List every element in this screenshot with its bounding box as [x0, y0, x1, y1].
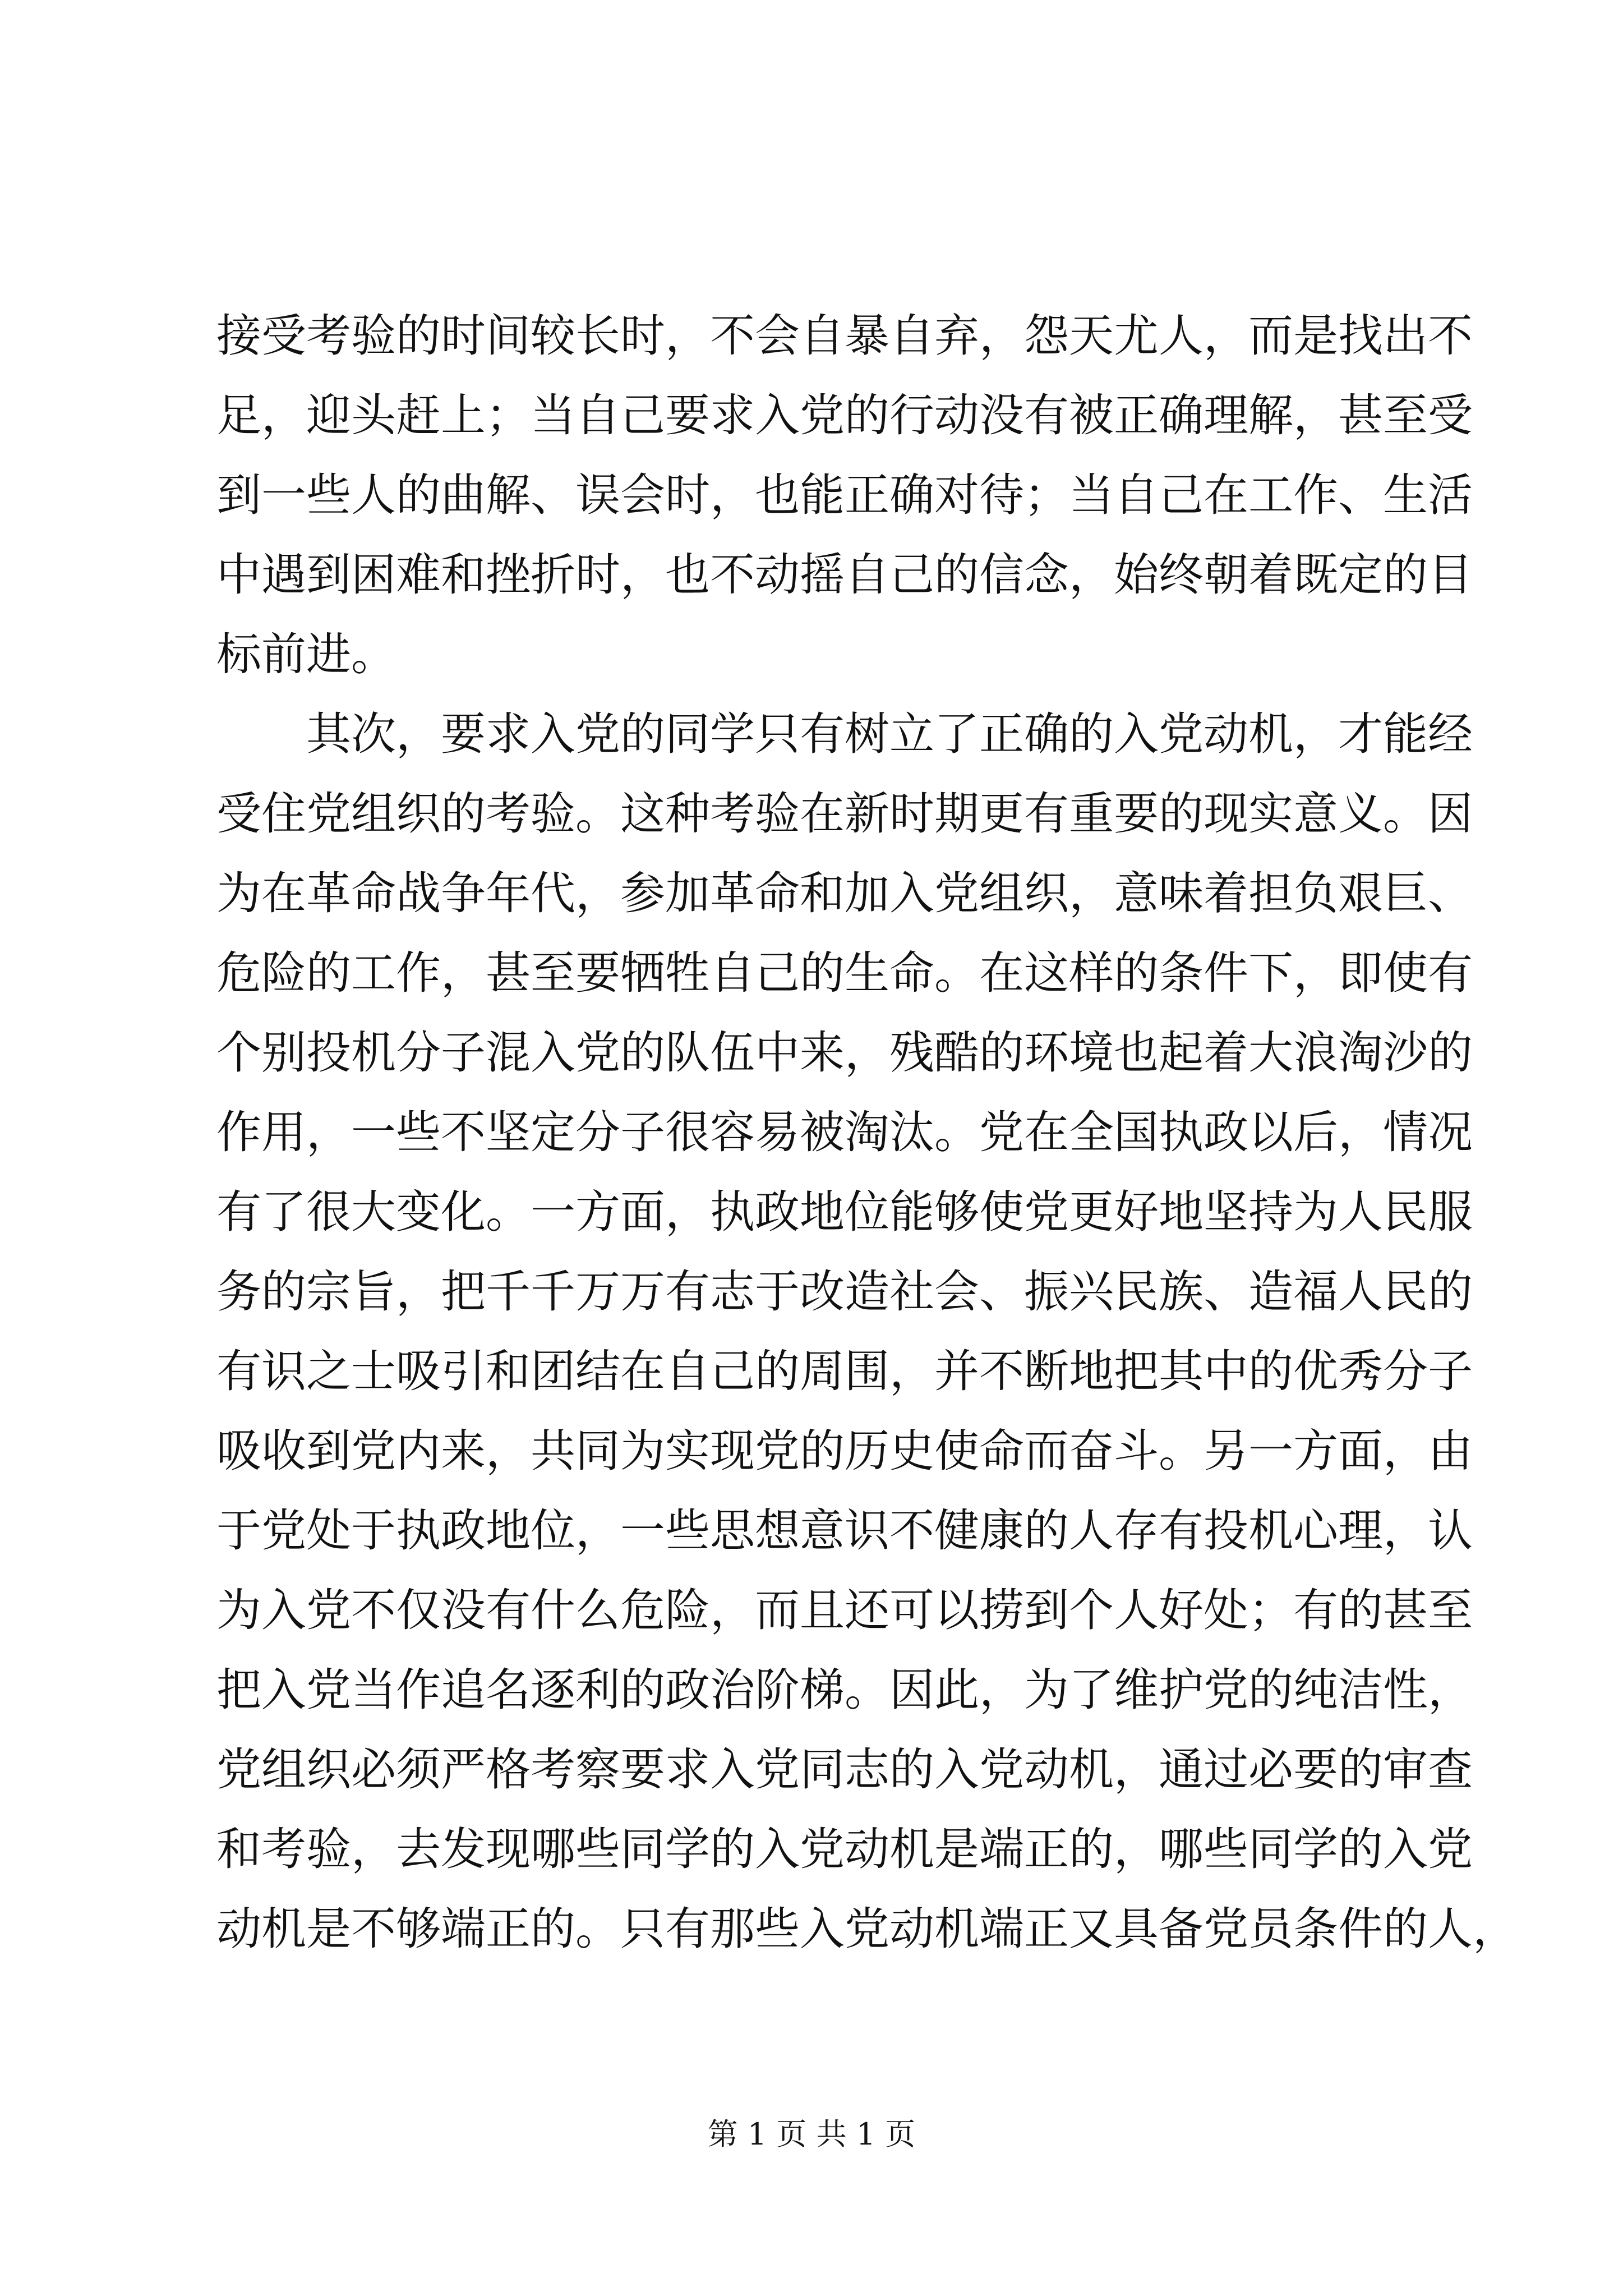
- text-line: 党组织必须严格考察要求入党同志的入党动机，通过必要的审查: [216, 1743, 1473, 1796]
- text-line: 到一些人的曲解、误会时，也能正确对待；当自己在工作、生活: [216, 469, 1473, 521]
- text-line: 于党处于执政地位，一些思想意识不健康的人存有投机心理，认: [216, 1504, 1473, 1557]
- text-line: 足，迎头赶上；当自己要求入党的行动没有被正确理解，甚至受: [216, 389, 1473, 441]
- text-line: 务的宗旨，把千千万万有志于改造社会、振兴民族、造福人民的: [216, 1266, 1473, 1318]
- text-line: 受住党组织的考验。这种考验在新时期更有重要的现实意义。因: [216, 788, 1473, 840]
- document-body: [216, 296, 1518, 1969]
- page-number-label: 第 1 页 共 1 页: [707, 2116, 916, 2152]
- text-line: 作用，一些不坚定分子很容易被淘汰。党在全国执政以后，情况: [216, 1106, 1473, 1158]
- text-line: 接受考验的时间较长时，不会自暴自弃，怨天尤人，而是找出不: [216, 310, 1473, 362]
- text-line: 动机是不够端正的。只有那些入党动机端正又具备党员条件的人，: [216, 1903, 1518, 1955]
- text-line: 为在革命战争年代，参加革命和加入党组织，意味着担负艰巨、: [216, 867, 1473, 919]
- text-line: 危险的工作，甚至要牺牲自己的生命。在这样的条件下，即使有: [216, 947, 1473, 999]
- page-footer: [0, 2115, 1623, 2154]
- text-line: 吸收到党内来，共同为实现党的历史使命而奋斗。另一方面，由: [216, 1425, 1473, 1477]
- text-line: 其次，要求入党的同学只有树立了正确的入党动机，才能经: [306, 708, 1473, 760]
- text-line: 中遇到困难和挫折时，也不动摇自己的信念，始终朝着既定的目: [216, 549, 1473, 601]
- text-line: 有了很大变化。一方面，执政地位能够使党更好地坚持为人民服: [216, 1186, 1473, 1238]
- text-line: 和考验，去发现哪些同学的入党动机是端正的，哪些同学的入党: [216, 1823, 1473, 1875]
- text-line: 把入党当作追名逐利的政治阶梯。因此，为了维护党的纯洁性，: [216, 1664, 1473, 1716]
- text-line: 有识之士吸引和团结在自己的周围，并不断地把其中的优秀分子: [216, 1345, 1473, 1397]
- text-line: 标前进。: [216, 628, 396, 680]
- text-line: 个别投机分子混入党的队伍中来，残酷的环境也起着大浪淘沙的: [216, 1027, 1473, 1079]
- text-line: 为入党不仅没有什么危险，而且还可以捞到个人好处；有的甚至: [216, 1584, 1473, 1636]
